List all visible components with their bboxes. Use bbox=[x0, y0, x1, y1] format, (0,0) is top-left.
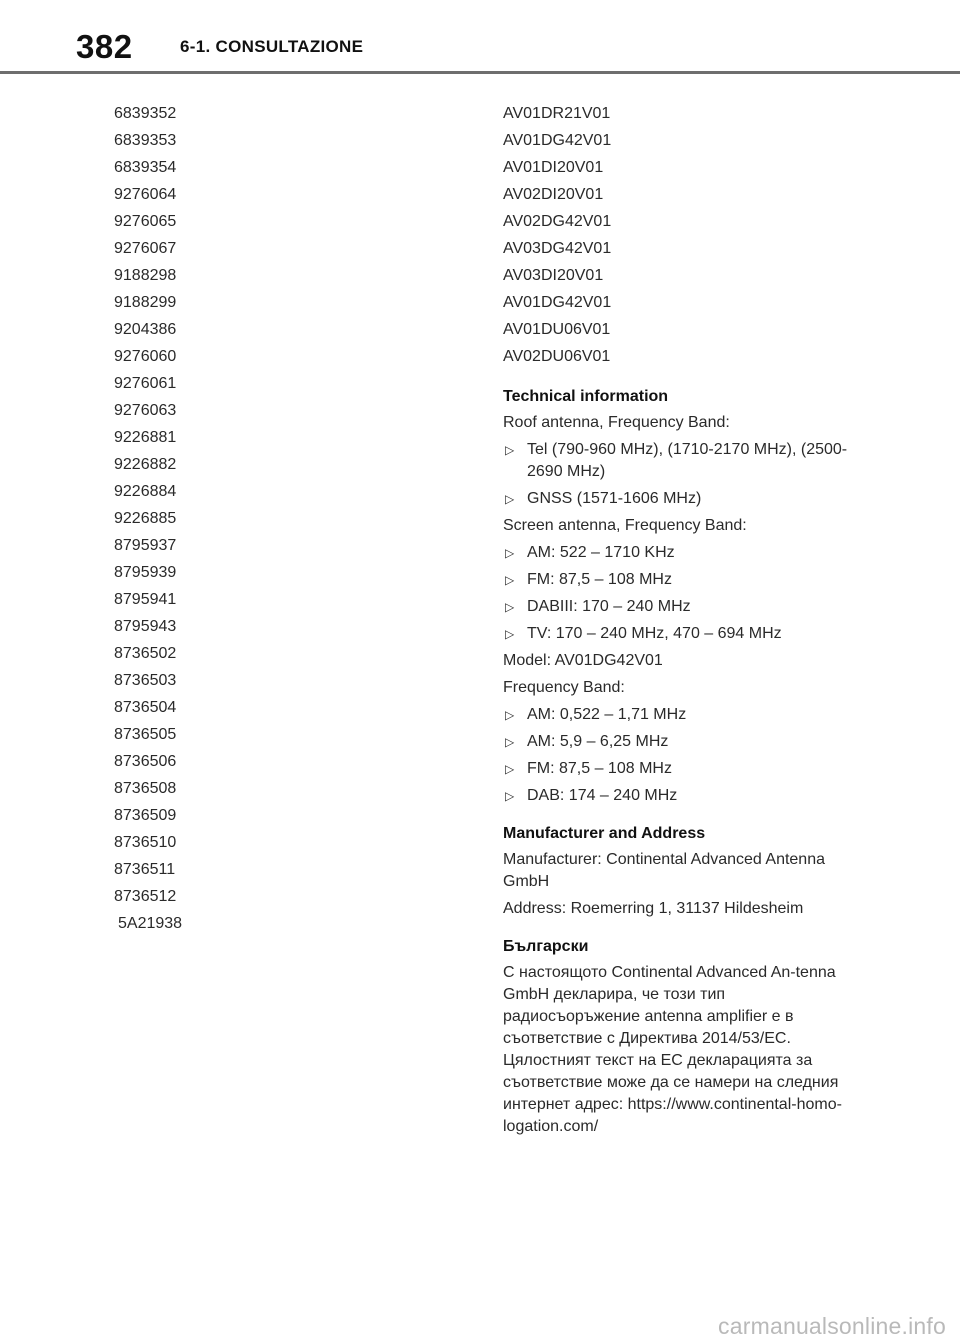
roof-antenna-label: Roof antenna, Frequency Band: bbox=[503, 414, 730, 431]
bulgarian-declaration: С настоящото Continental Advanced An-tenna GmbH декларира, че този тип радиосъоръжение antenna amplifier е в съответствие с Директива 2014/53/ЕС. Цялостният текст на ЕС декларацията за съответствие може да се намери на следния интернет адрес: https://www.continental-homo-logation.com/ bbox=[503, 964, 842, 1135]
triangle-right-outline-icon: ▷ bbox=[505, 735, 515, 749]
triangle-right-outline-icon: ▷ bbox=[505, 600, 515, 614]
code-item: 8736505 bbox=[114, 726, 177, 743]
triangle-right-outline-icon: ▷ bbox=[505, 789, 515, 803]
manufacturer-heading: Manufacturer and Address bbox=[503, 825, 706, 842]
manufacturer-line: Manufacturer: Continental Advanced Antenna GmbH bbox=[503, 851, 825, 890]
address-line: Address: Roemerring 1, 31137 Hildesheim bbox=[503, 900, 804, 917]
code-item: 8736510 bbox=[114, 834, 177, 851]
model-code-item: AV02DI20V01 bbox=[503, 186, 604, 203]
triangle-right-outline-icon: ▷ bbox=[505, 546, 515, 560]
code-item: 8736508 bbox=[114, 780, 177, 797]
code-item: 6839353 bbox=[114, 132, 177, 149]
model-label: Model: AV01DG42V01 bbox=[503, 652, 663, 669]
code-item: 8795939 bbox=[114, 564, 177, 581]
code-item: 9226882 bbox=[114, 456, 177, 473]
code-item: 6839354 bbox=[114, 159, 177, 176]
model-code-item: AV01DU06V01 bbox=[503, 321, 611, 338]
bullet-item bbox=[503, 439, 848, 483]
bullet-item bbox=[503, 488, 848, 510]
bullet-item bbox=[503, 569, 848, 591]
code-item: 9276063 bbox=[114, 402, 177, 419]
code-item: 8795943 bbox=[114, 618, 177, 635]
triangle-right-outline-icon: ▷ bbox=[505, 573, 515, 587]
model-code-item: AV01DG42V01 bbox=[503, 132, 612, 149]
section-title: 6-1. CONSULTAZIONE bbox=[180, 37, 364, 56]
code-item: 8736509 bbox=[114, 807, 177, 824]
bullet-text: AM: 5,9 – 6,25 MHz bbox=[527, 733, 669, 750]
bullet-item bbox=[503, 704, 848, 726]
code-item: 8736503 bbox=[114, 672, 177, 689]
model-code-item: AV02DG42V01 bbox=[503, 213, 612, 230]
code-item: 9226884 bbox=[114, 483, 177, 500]
code-item: 9226881 bbox=[114, 429, 177, 446]
code-item: 8736512 bbox=[114, 888, 177, 905]
code-item: 9276061 bbox=[114, 375, 177, 392]
code-item: 9188299 bbox=[114, 294, 177, 311]
frequency-band-label: Frequency Band: bbox=[503, 679, 625, 696]
bullet-text: DAB: 174 – 240 MHz bbox=[527, 787, 678, 804]
code-item: 9276064 bbox=[114, 186, 177, 203]
code-item: 5A21938 bbox=[118, 915, 183, 932]
triangle-right-outline-icon: ▷ bbox=[505, 443, 515, 457]
model-code-item: AV01DR21V01 bbox=[503, 105, 611, 122]
bullet-item bbox=[503, 758, 848, 780]
bullet-item bbox=[503, 542, 848, 564]
bullet-text: AM: 0,522 – 1,71 MHz bbox=[527, 706, 687, 723]
code-item: 9188298 bbox=[114, 267, 177, 284]
model-code-list bbox=[503, 100, 848, 370]
page-number: 382 bbox=[76, 28, 133, 65]
screen-antenna-label: Screen antenna, Frequency Band: bbox=[503, 517, 747, 534]
code-item: 9276067 bbox=[114, 240, 177, 257]
right-column bbox=[503, 100, 848, 1138]
bullet-item bbox=[503, 785, 848, 807]
model-code-item: AV02DU06V01 bbox=[503, 348, 611, 365]
bullet-text: DABIII: 170 – 240 MHz bbox=[527, 598, 691, 615]
triangle-right-outline-icon: ▷ bbox=[505, 627, 515, 641]
model-code-item: AV03DI20V01 bbox=[503, 267, 604, 284]
bullet-item bbox=[503, 731, 848, 753]
technical-info-heading: Technical information bbox=[503, 388, 669, 405]
bullet-text: Tel (790-960 MHz), (1710-2170 MHz), (2500-2690 MHz) bbox=[527, 441, 848, 480]
code-item: 8736511 bbox=[114, 861, 176, 878]
code-item: 8795937 bbox=[114, 537, 177, 554]
watermark: carmanualsonline.info bbox=[718, 1313, 946, 1339]
triangle-right-outline-icon: ▷ bbox=[505, 492, 515, 506]
bullet-item bbox=[503, 596, 848, 618]
bulgarian-heading: Български bbox=[503, 938, 589, 955]
bullet-item bbox=[503, 623, 848, 645]
bullet-text: GNSS (1571-1606 MHz) bbox=[527, 490, 702, 507]
triangle-right-outline-icon: ▷ bbox=[505, 708, 515, 722]
code-item: 9204386 bbox=[114, 321, 177, 338]
code-item: 6839352 bbox=[114, 105, 177, 122]
code-item: 8736504 bbox=[114, 699, 177, 716]
code-item: 9276060 bbox=[114, 348, 177, 365]
triangle-right-outline-icon: ▷ bbox=[505, 762, 515, 776]
code-item: 8795941 bbox=[114, 591, 177, 608]
model-code-item: AV03DG42V01 bbox=[503, 240, 612, 257]
bullet-text: AM: 522 – 1710 KHz bbox=[527, 544, 675, 561]
left-code-list bbox=[114, 100, 314, 937]
code-item: 9226885 bbox=[114, 510, 177, 527]
code-item: 8736502 bbox=[114, 645, 177, 662]
code-item: 8736506 bbox=[114, 753, 177, 770]
page-header bbox=[0, 0, 960, 74]
model-code-item: AV01DI20V01 bbox=[503, 159, 604, 176]
model-code-item: AV01DG42V01 bbox=[503, 294, 612, 311]
bullet-text: FM: 87,5 – 108 MHz bbox=[527, 571, 672, 588]
code-item: 9276065 bbox=[114, 213, 177, 230]
bullet-text: FM: 87,5 – 108 MHz bbox=[527, 760, 672, 777]
bullet-text: TV: 170 – 240 MHz, 470 – 694 MHz bbox=[527, 625, 782, 642]
